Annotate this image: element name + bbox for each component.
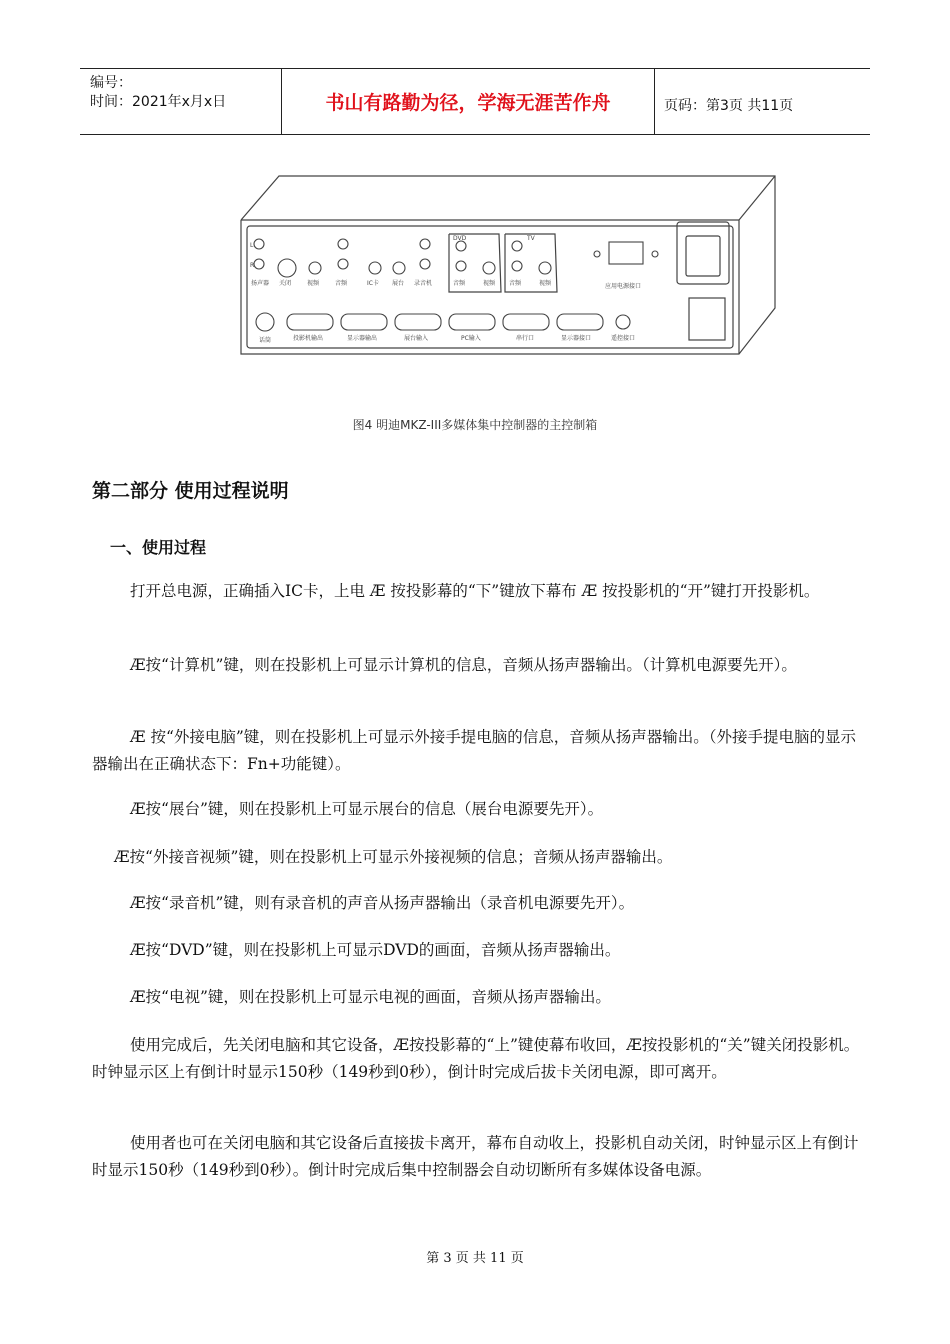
paragraph-1: 打开总电源，正确插入IC卡，上电 Æ 按投影幕的“下”键放下幕布 Æ 按投影机的“开”键打开投影机。 (130, 582, 820, 600)
bottom-label-4: 展台输入 (404, 335, 429, 342)
top-label-11: 视频 (539, 280, 552, 287)
header-number: 编号： (90, 75, 132, 91)
paragraph-4: Æ按“展台”键，则在投影机上可显示展台的信息（展台电源要先开）。 (130, 800, 604, 818)
paragraph-10: 使用者也可在关闭电脑和其它设备后直接拔卡离开，幕布自动收上，投影机自动关闭，时钟显示区上有倒计时显示150秒（149秒到0秒）。倒计时完成后集中控制器会自动切断所有多媒体设备电源。 (92, 1134, 859, 1179)
paragraph-6: Æ按“录音机”键，则有录音机的声音从扬声器输出（录音机电源要先开）。 (130, 894, 635, 912)
bottom-label-3: 显示器输出 (347, 335, 378, 342)
control-box-figure (239, 172, 779, 360)
paragraph-8: Æ按“电视”键，则在投影机上可显示电视的画面，音频从扬声器输出。 (130, 988, 611, 1006)
header-motto: 书山有路勤为径，学海无涯苦作舟 (325, 92, 611, 114)
top-label-10: 音频 (509, 280, 522, 287)
bottom-label-6: 串行口 (516, 335, 535, 342)
bottom-label-8: 遥控接口 (611, 335, 636, 342)
figure-caption: 图4 明迪MKZ-III多媒体集中控制器的主控制箱 (352, 418, 598, 432)
jack-label-r: R (250, 262, 255, 269)
top-label-3: 视频 (307, 280, 320, 287)
top-label-7: 录音机 (414, 280, 433, 287)
top-label-1: 扬声器 (251, 280, 270, 287)
bottom-label-7: 显示器接口 (561, 335, 592, 342)
tv-label: TV (527, 235, 535, 242)
jack-label-l: L (250, 242, 254, 249)
paragraph-7: Æ按“DVD”键，则在投影机上可显示DVD的画面，音频从扬声器输出。 (130, 941, 621, 959)
top-label-6: 展台 (392, 280, 405, 287)
bottom-label-1: 话筒 (259, 337, 272, 344)
top-label-12: 应用电源接口 (605, 283, 642, 290)
paragraph-3: Æ 按“外接电脑”键，则在投影机上可显示外接手提电脑的信息，音频从扬声器输出。（外接手提电脑的显示器输出在正确状态下：Fn+功能键）。 (92, 728, 857, 773)
top-label-5: IC卡 (367, 280, 379, 287)
subsection-title: 一、使用过程 (110, 538, 207, 557)
header-bottom-rule (80, 134, 870, 135)
header-top-rule (80, 68, 870, 69)
page-footer: 第 3 页 共 11 页 (426, 1251, 524, 1266)
paragraph-9: 使用完成后，先关闭电脑和其它设备，Æ按投影幕的“上”键使幕布收回，Æ按投影机的“关”键关闭投影机。时钟显示区上有倒计时显示150秒（149秒到0秒），倒计时完成后拔卡关闭电源，即可离开。 (92, 1036, 860, 1081)
control-box-drawing (239, 172, 779, 360)
dvd-label: DVD (453, 235, 467, 242)
section-title: 第二部分 使用过程说明 (92, 480, 289, 502)
top-label-4: 音频 (335, 280, 348, 287)
bottom-label-5: PC输入 (461, 335, 481, 342)
bottom-label-2: 投影机输出 (293, 335, 324, 342)
top-label-8: 音频 (453, 280, 466, 287)
top-label-2: 关闭 (279, 280, 292, 287)
paragraph-5: Æ按“外接音视频”键，则在投影机上可显示外接视频的信息；音频从扬声器输出。 (114, 848, 673, 866)
header-page-number: 页码：第3页 共11页 (664, 98, 794, 114)
paragraph-2: Æ按“计算机”键，则在投影机上可显示计算机的信息，音频从扬声器输出。（计算机电源要先开）。 (130, 656, 797, 674)
top-label-9: 视频 (483, 280, 496, 287)
header-date: 时间：2021年x月x日 (90, 94, 227, 110)
header-divider-right (654, 68, 655, 135)
